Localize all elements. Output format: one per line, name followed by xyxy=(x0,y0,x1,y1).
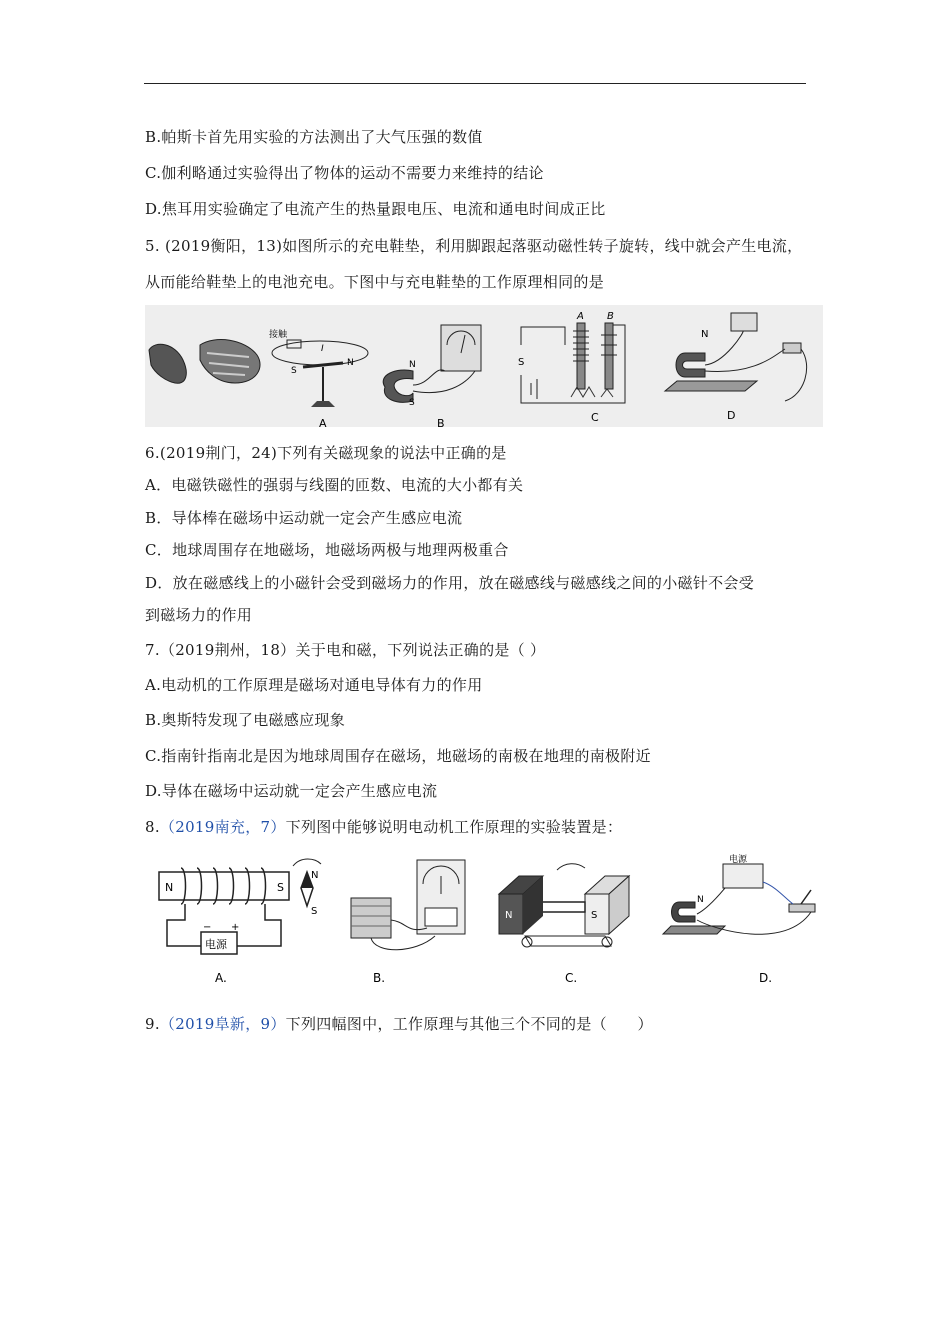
q5-figure-drawing xyxy=(145,305,823,427)
figure2-b-galvanometer xyxy=(351,860,465,985)
q4-option-c: C.伽利略通过实验得出了物体的运动不需要力来维持的结论 xyxy=(145,164,544,182)
figure2-d-setup xyxy=(663,853,815,985)
header-rule xyxy=(144,83,806,84)
q8-figure-drawing xyxy=(145,850,835,990)
q7-option-b: B.奥斯特发现了电磁感应现象 xyxy=(145,711,345,729)
svg-text:+: + xyxy=(231,922,240,933)
q8-figure xyxy=(145,850,835,990)
svg-text:A.: A. xyxy=(215,971,227,985)
svg-text:I: I xyxy=(321,344,324,354)
q6-option-c: C．地球周围存在地磁场，地磁场两极与地理两极重合 xyxy=(145,541,509,559)
q6-stem: 6.(2019荆门，24)下列有关磁现象的说法中正确的是 xyxy=(145,444,507,462)
q6-option-b: B．导体棒在磁场中运动就一定会产生感应电流 xyxy=(145,509,463,527)
figure-a-oersted xyxy=(269,328,368,427)
svg-text:B.: B. xyxy=(373,971,386,985)
svg-text:S: S xyxy=(409,398,415,408)
svg-text:C.: C. xyxy=(565,971,578,985)
q7-option-d: D.导体在磁场中运动就一定会产生感应电流 xyxy=(145,782,438,800)
svg-text:电源: 电源 xyxy=(205,938,227,951)
svg-text:C: C xyxy=(591,411,599,424)
svg-text:N: N xyxy=(505,910,513,921)
q7-stem: 7.（2019荆州，18）关于电和磁，下列说法正确的是（ ） xyxy=(145,641,546,659)
q5-figure xyxy=(145,305,823,427)
figure-d-motor xyxy=(665,313,807,422)
q9-number: 9. xyxy=(145,1015,160,1033)
svg-text:N: N xyxy=(311,870,319,881)
svg-text:N: N xyxy=(701,329,709,340)
q9-text: 下列四幅图中，工作原理与其他三个不同的是（ ） xyxy=(285,1015,653,1033)
svg-text:A: A xyxy=(577,311,584,322)
svg-text:−: − xyxy=(203,922,212,933)
q9-stem xyxy=(145,1014,653,1034)
svg-text:N: N xyxy=(347,358,354,368)
figure2-c-motor xyxy=(499,864,629,985)
svg-text:D.: D. xyxy=(759,971,773,985)
svg-text:接触: 接触 xyxy=(269,330,288,340)
svg-text:S: S xyxy=(591,910,598,921)
figure-c-electromagnets xyxy=(518,311,625,424)
svg-text:S: S xyxy=(291,366,297,376)
svg-text:N: N xyxy=(697,895,704,905)
svg-text:电源: 电源 xyxy=(729,855,748,865)
figure-b-induction xyxy=(383,325,481,427)
svg-text:B: B xyxy=(607,311,614,322)
q8-source: （2019南充，7） xyxy=(159,818,286,836)
q5-stem-line1: 5. (2019衡阳，13)如图所示的充电鞋垫，利用脚跟起落驱动磁性转子旋转，线中就会产生电流， xyxy=(145,237,803,255)
svg-text:S: S xyxy=(518,357,525,368)
q7-option-a: A.电动机的工作原理是磁场对通电导体有力的作用 xyxy=(145,676,483,694)
svg-text:S: S xyxy=(311,906,318,917)
q8-number: 8. xyxy=(145,818,160,836)
insole-image xyxy=(149,340,260,384)
q9-source: （2019阜新，9） xyxy=(159,1015,286,1033)
figure2-a-electromagnet xyxy=(159,859,321,985)
q6-option-a: A．电磁铁磁性的强弱与线圈的匝数、电流的大小都有关 xyxy=(145,476,524,494)
q4-option-d: D.焦耳用实验确定了电流产生的热量跟电压、电流和通电时间成正比 xyxy=(145,200,606,218)
svg-text:A: A xyxy=(319,417,327,427)
q4-option-b: B.帕斯卡首先用实验的方法测出了大气压强的数值 xyxy=(145,128,483,146)
q8-text: 下列图中能够说明电动机工作原理的实验装置是： xyxy=(285,818,623,836)
svg-text:N: N xyxy=(165,881,174,894)
q7-option-c: C.指南针指南北是因为地球周围存在磁场，地磁场的南极在地理的南极附近 xyxy=(145,747,651,765)
svg-text:D: D xyxy=(727,409,736,422)
svg-text:B: B xyxy=(437,417,445,427)
q6-option-d-line1: D．放在磁感线上的小磁针会受到磁场力的作用，放在磁感线与磁感线之间的小磁针不会受 xyxy=(145,574,755,592)
q8-stem xyxy=(145,817,622,837)
q5-stem-line2: 从而能给鞋垫上的电池充电。下图中与充电鞋垫的工作原理相同的是 xyxy=(145,273,605,291)
svg-text:S: S xyxy=(277,881,284,894)
svg-text:N: N xyxy=(409,360,416,370)
q6-option-d-line2: 到磁场力的作用 xyxy=(145,606,253,624)
